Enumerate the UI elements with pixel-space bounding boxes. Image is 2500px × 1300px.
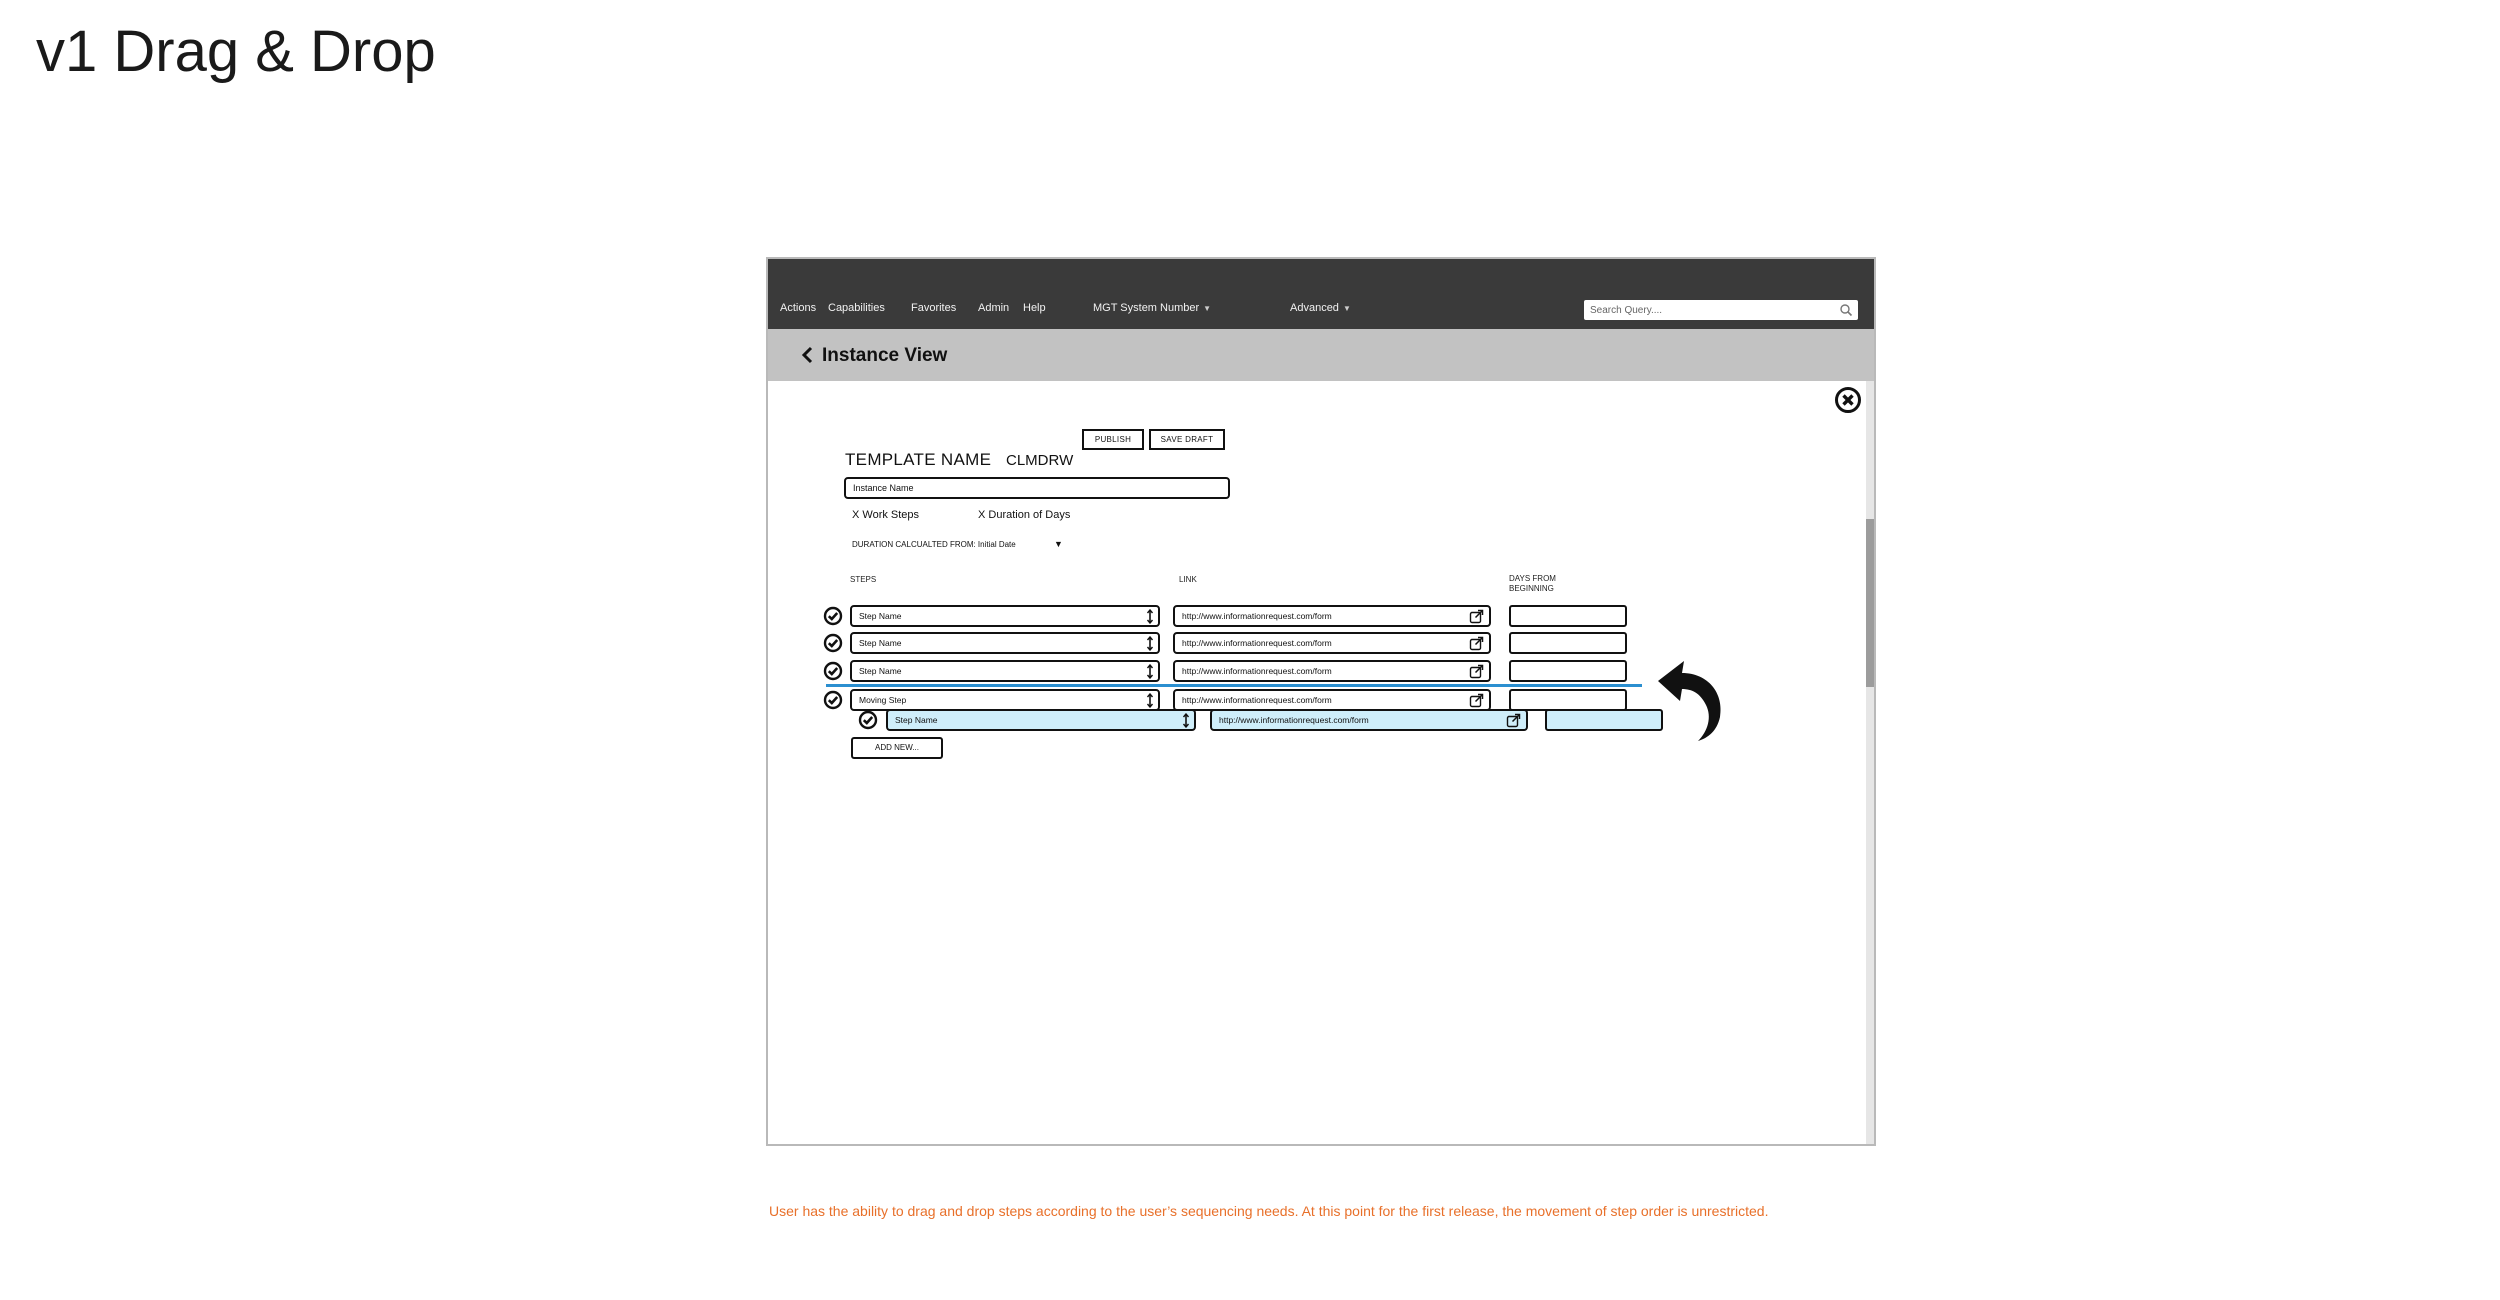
annotation-note: User has the ability to drag and drop steps according to the user’s sequencing needs. At this point for the first release, the movement of step order is unrestricted. bbox=[769, 1203, 1769, 1219]
nav-help[interactable]: Help bbox=[1023, 302, 1046, 314]
chevron-down-icon: ▼ bbox=[1203, 304, 1212, 313]
duration-calculated-from[interactable]: DURATION CALCUALTED FROM: Initial Date bbox=[852, 540, 1016, 549]
step-name-input[interactable] bbox=[850, 632, 1160, 654]
days-input[interactable] bbox=[1509, 660, 1627, 682]
advanced-dropdown[interactable] bbox=[1290, 302, 1351, 314]
step-link-text: http://www.informationrequest.com/form bbox=[1182, 695, 1332, 705]
external-link-icon[interactable] bbox=[1469, 636, 1484, 651]
step-name-input[interactable] bbox=[850, 660, 1160, 682]
scrollbar[interactable] bbox=[1866, 381, 1874, 1146]
step-link-text: http://www.informationrequest.com/form bbox=[1182, 638, 1332, 648]
save-draft-button[interactable]: SAVE DRAFT bbox=[1149, 429, 1225, 450]
step-link-text: http://www.informationrequest.com/form bbox=[1219, 715, 1369, 725]
drag-handle-icon[interactable] bbox=[1146, 693, 1154, 708]
moving-step-input[interactable] bbox=[850, 689, 1160, 711]
chevron-left-icon[interactable] bbox=[800, 346, 816, 364]
view-title: Instance View bbox=[822, 345, 948, 366]
move-arrow-icon bbox=[1650, 659, 1726, 741]
nav-capabilities[interactable]: Capabilities bbox=[828, 302, 885, 314]
search-icon[interactable] bbox=[1839, 303, 1853, 317]
days-input[interactable] bbox=[1509, 632, 1627, 654]
steps-column-header: STEPS bbox=[850, 575, 877, 584]
nav-actions[interactable]: Actions bbox=[780, 302, 817, 314]
drag-handle-icon[interactable] bbox=[1182, 713, 1190, 728]
check-circle-icon[interactable] bbox=[858, 710, 878, 730]
external-link-icon[interactable] bbox=[1469, 693, 1484, 708]
drop-indicator-line bbox=[826, 684, 1642, 687]
search-input[interactable] bbox=[1590, 302, 1830, 318]
nav-admin[interactable]: Admin bbox=[978, 302, 1010, 314]
template-name-value: CLMDRW bbox=[1006, 452, 1074, 469]
step-name-text: Step Name bbox=[859, 611, 902, 621]
publish-button[interactable]: PUBLISH bbox=[1082, 429, 1144, 450]
close-icon[interactable] bbox=[1834, 386, 1862, 414]
system-number-dropdown[interactable] bbox=[1093, 302, 1211, 314]
step-link-input[interactable] bbox=[1173, 689, 1491, 711]
step-name-text: Step Name bbox=[859, 666, 902, 676]
days-input[interactable] bbox=[1509, 605, 1627, 627]
nav-favorites[interactable]: Favorites bbox=[911, 302, 957, 314]
search-box bbox=[1584, 300, 1858, 320]
drag-handle-icon[interactable] bbox=[1146, 609, 1154, 624]
instance-name-input[interactable]: Instance Name bbox=[844, 477, 1230, 499]
app-window bbox=[766, 257, 1876, 1146]
page-title: v1 Drag & Drop bbox=[36, 19, 436, 84]
template-name-label: TEMPLATE NAME bbox=[845, 450, 992, 469]
external-link-icon[interactable] bbox=[1506, 713, 1521, 728]
step-name-text: Step Name bbox=[895, 715, 938, 725]
days-header-line2: BEGINNING bbox=[1509, 584, 1554, 593]
scrollbar-thumb[interactable] bbox=[1866, 519, 1874, 687]
days-header-line1: DAYS FROM bbox=[1509, 574, 1556, 583]
step-link-input[interactable] bbox=[1173, 605, 1491, 627]
check-circle-icon[interactable] bbox=[823, 633, 843, 653]
dragged-days-input[interactable] bbox=[1545, 709, 1663, 731]
drag-handle-icon[interactable] bbox=[1146, 636, 1154, 651]
check-circle-icon[interactable] bbox=[823, 690, 843, 710]
days-column-header bbox=[1509, 574, 1556, 594]
duration-days: X Duration of Days bbox=[978, 509, 1071, 521]
step-name-text: Moving Step bbox=[859, 695, 907, 705]
step-link-input[interactable] bbox=[1173, 632, 1491, 654]
link-column-header: LINK bbox=[1179, 575, 1197, 584]
external-link-icon[interactable] bbox=[1469, 664, 1484, 679]
dragged-step-name[interactable] bbox=[886, 709, 1196, 731]
advanced-label: Advanced bbox=[1290, 302, 1339, 314]
add-new-button[interactable]: ADD NEW... bbox=[851, 737, 943, 759]
chevron-down-icon[interactable]: ▼ bbox=[1054, 539, 1063, 549]
dragged-step-link[interactable] bbox=[1210, 709, 1528, 731]
view-header bbox=[768, 329, 1874, 381]
work-steps-count: X Work Steps bbox=[852, 509, 920, 521]
top-navbar bbox=[768, 259, 1874, 329]
external-link-icon[interactable] bbox=[1469, 609, 1484, 624]
drag-handle-icon[interactable] bbox=[1146, 664, 1154, 679]
step-name-text: Step Name bbox=[859, 638, 902, 648]
step-name-input[interactable] bbox=[850, 605, 1160, 627]
step-link-text: http://www.informationrequest.com/form bbox=[1182, 666, 1332, 676]
step-link-input[interactable] bbox=[1173, 660, 1491, 682]
check-circle-icon[interactable] bbox=[823, 606, 843, 626]
system-number-label: MGT System Number bbox=[1093, 302, 1200, 314]
step-link-text: http://www.informationrequest.com/form bbox=[1182, 611, 1332, 621]
days-input[interactable] bbox=[1509, 689, 1627, 711]
check-circle-icon[interactable] bbox=[823, 661, 843, 681]
chevron-down-icon: ▼ bbox=[1342, 304, 1351, 313]
